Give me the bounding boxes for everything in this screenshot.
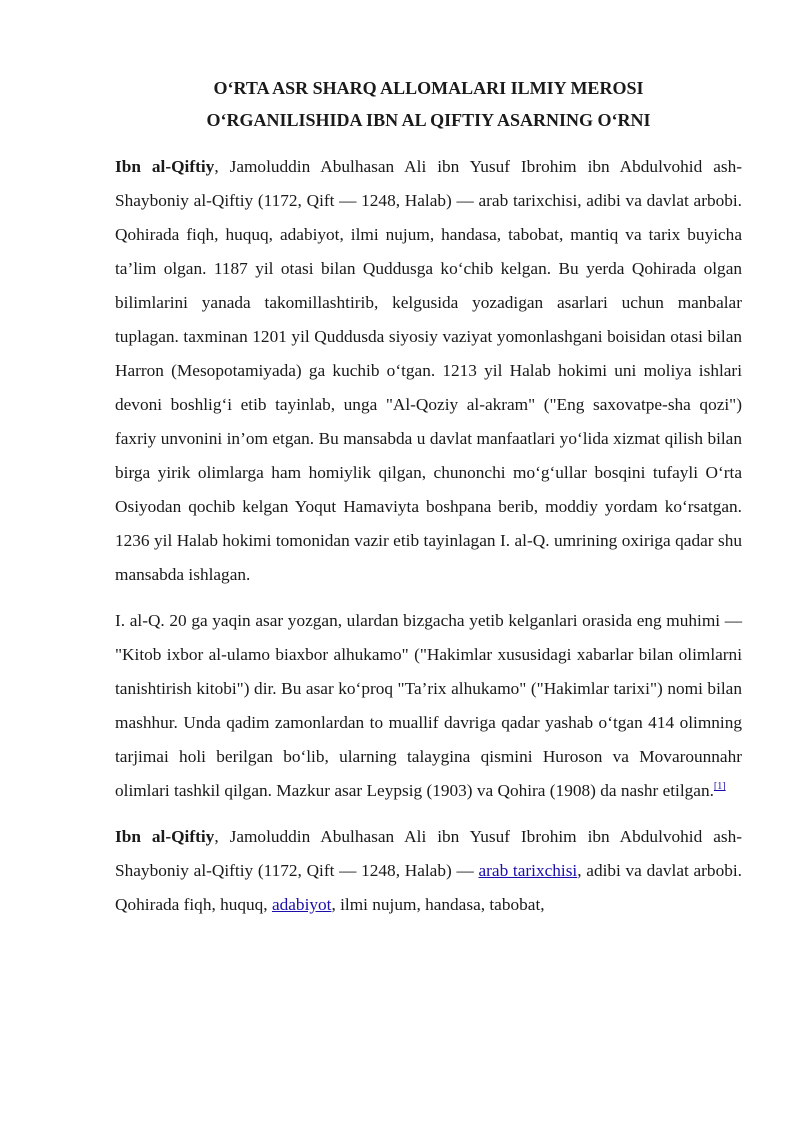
link-adabiyot[interactable]: adabiyot: [271, 895, 332, 914]
footnote-ref: [714, 781, 726, 792]
title-line-2: O‘RGANILISHIDA IBN AL QIFTIY ASARNING O‘RNI: [206, 110, 651, 130]
title-line-1: O‘RTA ASR SHARQ ALLOMALARI ILMIY MEROSI: [213, 78, 644, 98]
paragraph-3-text-c: , ilmi nujum, handasa, tabobat,: [331, 895, 545, 914]
paragraph-1: [115, 150, 742, 592]
link-arab-tarixchisi[interactable]: arab tarixchisi: [478, 861, 578, 880]
footnote-ref-link[interactable]: [1]: [713, 781, 726, 793]
document-title: [115, 72, 742, 136]
paragraph-3-bold-name: Ibn al-Qiftiy: [115, 827, 215, 846]
paragraph-2: [115, 604, 742, 808]
paragraph-3-text-a: , Jamoluddin Abulhasan Ali ibn Yusuf Ibrohim ibn Abdulvohid ash-Shayboniy al-Qiftiy (1172, Qift — 1248, Halab) —: [115, 827, 742, 880]
paragraph-1-text: , Jamoluddin Abulhasan Ali ibn Yusuf Ibrohim ibn Abdulvohid ash-Shayboniy al-Qiftiy (1172, Qift — 1248, Halab) — arab tarixchisi, adibi va davlat arbobi. Qohirada fiqh, huquq, adabiyot, ilmi nujum, handasa, tabobat, mantiq va tarix buyicha ta’lim olgan. 1187 yil otasi bilan Quddusga ko‘chib kelgan. Bu yerda Qohirada olgan bilimlarini yanada takomillashtirib, kelgusida yozadigan asarlari uchun manbalar tuplagan. taxminan 1201 yil Quddusda siyosiy vaziyat yomonlashgani boisidan otasi bilan Harron (Mesopotamiyada) ga kuchib o‘tgan. 1213 yil Halab hokimi uni moliya ishlari devoni boshlig‘i etib tayinlab, unga "Al-Qoziy al-akram" ("Eng saxovatpe-sha qozi") faxriy unvonini in’om etgan. Bu mansabda u davlat manfaatlari yo‘lida xizmat qilish bilan birga yirik olimlarga ham homiylik qilgan, chunonchi mo‘g‘ullar bosqini tufayli O‘rta Osiyodan qochib kelgan Yoqut Hamaviyta boshpana berib, moddiy yordam ko‘rsatgan. 1236 yil Halab hokimi tomonidan vazir etib tayinlagan I. al-Q. umrining oxiriga qadar shu mansabda ishlagan.: [115, 157, 742, 584]
paragraph-2-text: I. al-Q. 20 ga yaqin asar yozgan, ulardan bizgacha yetib kelganlari orasida eng muhimi — "Kitob ixbor al-ulamo biaxbor alhukamo" ("Hakimlar xususidagi xabarlar bilan olimlarni tanishtirish kitobi") dir. Bu asar ko‘proq "Ta’rix alhukamo" ("Hakimlar tarixi") nomi bilan mashhur. Unda qadim zamonlardan to muallif davriga qadar yashab o‘tgan 414 olimning tarjimai holi berilgan bo‘lib, ularning talaygina qismini Huroson va Movarounnahr olimlari tashkil qilgan. Mazkur asar Leypsig (1903) va Qohira (1908) da nashr etilgan.: [115, 611, 742, 800]
paragraph-3-text-b: , adibi va davlat arbobi. Qohirada fiqh, huquq,: [115, 861, 742, 914]
paragraph-1-bold-name: Ibn al-Qiftiy: [115, 157, 215, 176]
document-page: [115, 72, 742, 934]
paragraph-3: [115, 820, 742, 922]
